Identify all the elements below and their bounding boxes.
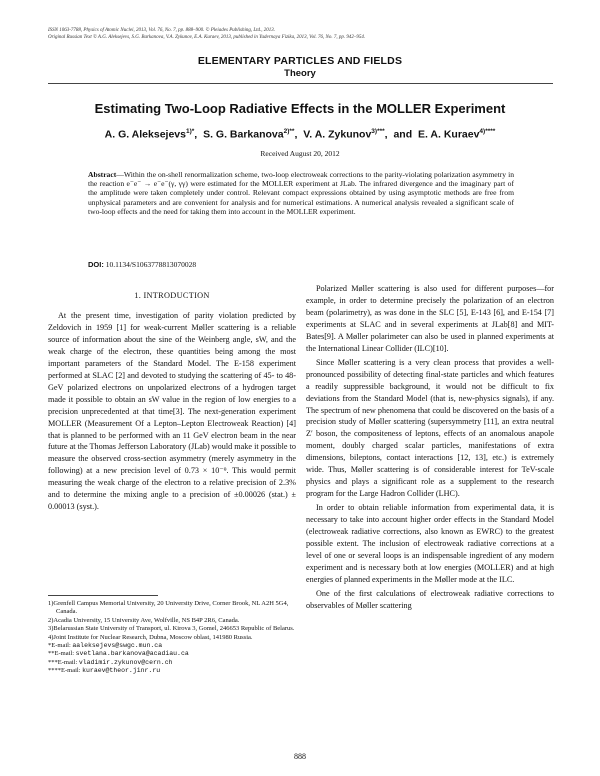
email-mark: ****	[48, 667, 61, 675]
paper-title: Estimating Two-Loop Radiative Effects in the MOLLER Experiment	[94, 101, 506, 116]
doi-label: DOI:	[88, 260, 104, 269]
author-mark: 3)***	[371, 128, 385, 135]
footnote: 4)Joint Institute for Nuclear Research, Dubna, Moscow oblast, 141980 Russia.	[48, 633, 253, 641]
author-separator: ,	[384, 128, 388, 141]
email-line	[48, 642, 296, 650]
author-separator: ,	[294, 128, 298, 141]
abstract-label: Abstract	[88, 170, 117, 179]
section-subtitle: Theory	[284, 68, 316, 79]
section-heading: 1. INTRODUCTION	[134, 291, 210, 300]
right-column	[306, 283, 554, 612]
email-label: E-mail:	[57, 658, 78, 666]
left-column	[48, 310, 296, 513]
author-list	[0, 128, 600, 141]
journal-header-line2: Original Russian Text © A.G. Aleksejevs, S.G. Barkanova, V.A. Zykunov, E.A. Kuraev, 2013, published in Yadernaya Fizika, 2013, Vol. 76, No. 7, pp. 942–954.	[48, 35, 366, 40]
email-address[interactable]: vladimir.zykunov@cern.ch	[78, 658, 173, 666]
email-address[interactable]: svetlana.barkanova@acadiau.ca	[75, 650, 189, 658]
author-name: V. A. Zykunov	[303, 128, 372, 141]
abstract-text: —Within the on-shell renormalization scheme, two-loop electroweak corrections to the parity-violating polarization asymmetry in the reaction e⁻e⁻ → e⁻e⁻(γ, γγ) were estimated for the MOLLER experiment at JLab. The infrared divergence and the imaginary part of the amplitude were taken completely under control. Relevant compact expressions obtained by using asymptotic methods are free from unphysical parameters and are convenient for analysis and for numerical estimations. A numerical analysis revealed a significant scale of two-loop effects and the need for taking them into account in the MOLLER experiment.	[88, 170, 514, 216]
author-mark: 1)*	[185, 128, 195, 135]
header-rule	[48, 83, 553, 84]
paragraph: Polarized Møller scattering is also used for different purposes—for example, in order to determine precisely the polarization of an electron beam (polarimetry), as was done in the SLC [5], E-143 [6], and E-154 [7] experiments at SLAC and in several experiments at JLab[8] and MIT-Bates[9]. A Møller polarimeter can also be used in planned experiments at the International Linear Collider (ILC)[10].	[306, 284, 554, 353]
page-number: 888	[294, 752, 306, 761]
email-mark: *	[48, 642, 52, 650]
email-line	[48, 659, 296, 667]
footnote: 1)Grenfell Campus Memorial University, 20 University Drive, Corner Brook, NL A2H 5G4, Canada.	[48, 600, 289, 616]
journal-header-line1: ISSN 1063-7788, Physics of Atomic Nuclei, 2013, Vol. 76, No. 7, pp. 888–900. © Pleiades Publishing, Ltd., 2013.	[48, 28, 276, 33]
email-line	[48, 650, 296, 658]
paragraph: In order to obtain reliable information from experimental data, it is necessary to take into account higher order effects in the Standard Model (electroweak radiative corrections, also known as EWRC) to the greatest possible extent. The inclusion of electroweak radiative corrections at a level of one or several loops is an indispensable ingredient of any modern experiment and is necessary both at low energies (MOLLER) and at high energies of planned experiments in the Møller mode at the ILC.	[306, 503, 554, 584]
email-address[interactable]: aaleksejevs@swgc.mun.ca	[72, 642, 163, 650]
journal-header	[48, 27, 560, 41]
footnote: 2)Acadia University, 15 University Ave, Wolfville, NS B4P 2R6, Canada.	[48, 616, 240, 624]
section-title: ELEMENTARY PARTICLES AND FIELDS	[197, 55, 403, 67]
doi-link[interactable]: 10.1134/S1063778813070028	[105, 260, 197, 269]
author-mark: 2)**	[283, 128, 295, 135]
email-label: E-mail:	[54, 650, 74, 658]
email-line	[48, 667, 296, 675]
email-label: E-mail:	[51, 642, 71, 650]
doi	[88, 260, 196, 269]
paragraph: At the present time, investigation of parity violation predicted by Zeldovich in 1959 [1] for weak-current Møller scattering is a reliable source of information about the sine of the Weinberg angle, sW, and the weak charge of the electron, these quantities being among the most important parameters of the Standard Model. The E-158 experiment performed at SLAC [2] and devoted to studying the scattering of 45- to 48-GeV polarized electrons on unpolarized electrons of a hydrogen target made it possible to obtain an sW value in the region of low energies to a precision unprecedented at that time[3]. The next-generation experiment MOLLER (Measurement Of a Lepton–Lepton Electroweak Reaction) [4] that is planned to be performed with an 11 GeV electron beam in the near future at the Thomas Jefferson Laboratory (JLab) would make it possible to measure the observed cross-section asymmetry (merely asymmetry in the following) at a new precision level of 0.73 × 10⁻⁹. This would permit measuring the weak charge of the electron to a relative precision of 2.3% and to determine the mixing angle to a precision of ±0.00026 (stat.) ± 0.00013 (syst.).	[48, 311, 296, 512]
email-mark: ***	[48, 658, 58, 666]
footnote: 3)Belarussian State University of Transport, ul. Kirova 3, Gomel, 246653 Republic of Belarus.	[48, 625, 295, 633]
footnote-rule	[48, 595, 158, 596]
author-name: S. G. Barkanova	[203, 128, 284, 141]
received-date: Received August 20, 2012	[260, 149, 340, 158]
author-name: A. G. Aleksejevs	[104, 128, 186, 141]
paragraph: Since Møller scattering is a very clean process that provides a well-pronounced possibility of detecting final-state particles and which features a readily suppressible background, it would not be difficult to fix deviations from the Standard Model (that is, new-physics signals), if any. The spectrum of new phenomena that could be discovered on the basis of a precision study of Møller scattering (supersymmetry [11], an extra neutral Z′ boson, the compositeness of leptons, effects of an anomalous anapole moment, doubly charged scalar particles, manifestations of extra dimensions, bileptons, contact interactions [12, 13], etc.) is extremely wide. Thus, Møller scattering is of considerable interest for TeV-scale physics and plays a significant role as a supplement to the research program for the Large Hadron Collider (LHC).	[306, 357, 554, 499]
abstract	[88, 170, 514, 216]
author-conjunction: and	[393, 128, 413, 141]
author-mark: 4)****	[479, 128, 496, 135]
email-mark: **	[48, 650, 55, 658]
author-separator: ,	[194, 128, 198, 141]
footnotes	[48, 600, 296, 676]
email-address[interactable]: kuraev@theor.jinr.ru	[82, 667, 161, 675]
author-name: E. A. Kuraev	[417, 128, 480, 141]
email-label: E-mail:	[61, 667, 81, 675]
paragraph: One of the first calculations of electroweak radiative corrections to observables of Møller scattering	[306, 588, 554, 610]
